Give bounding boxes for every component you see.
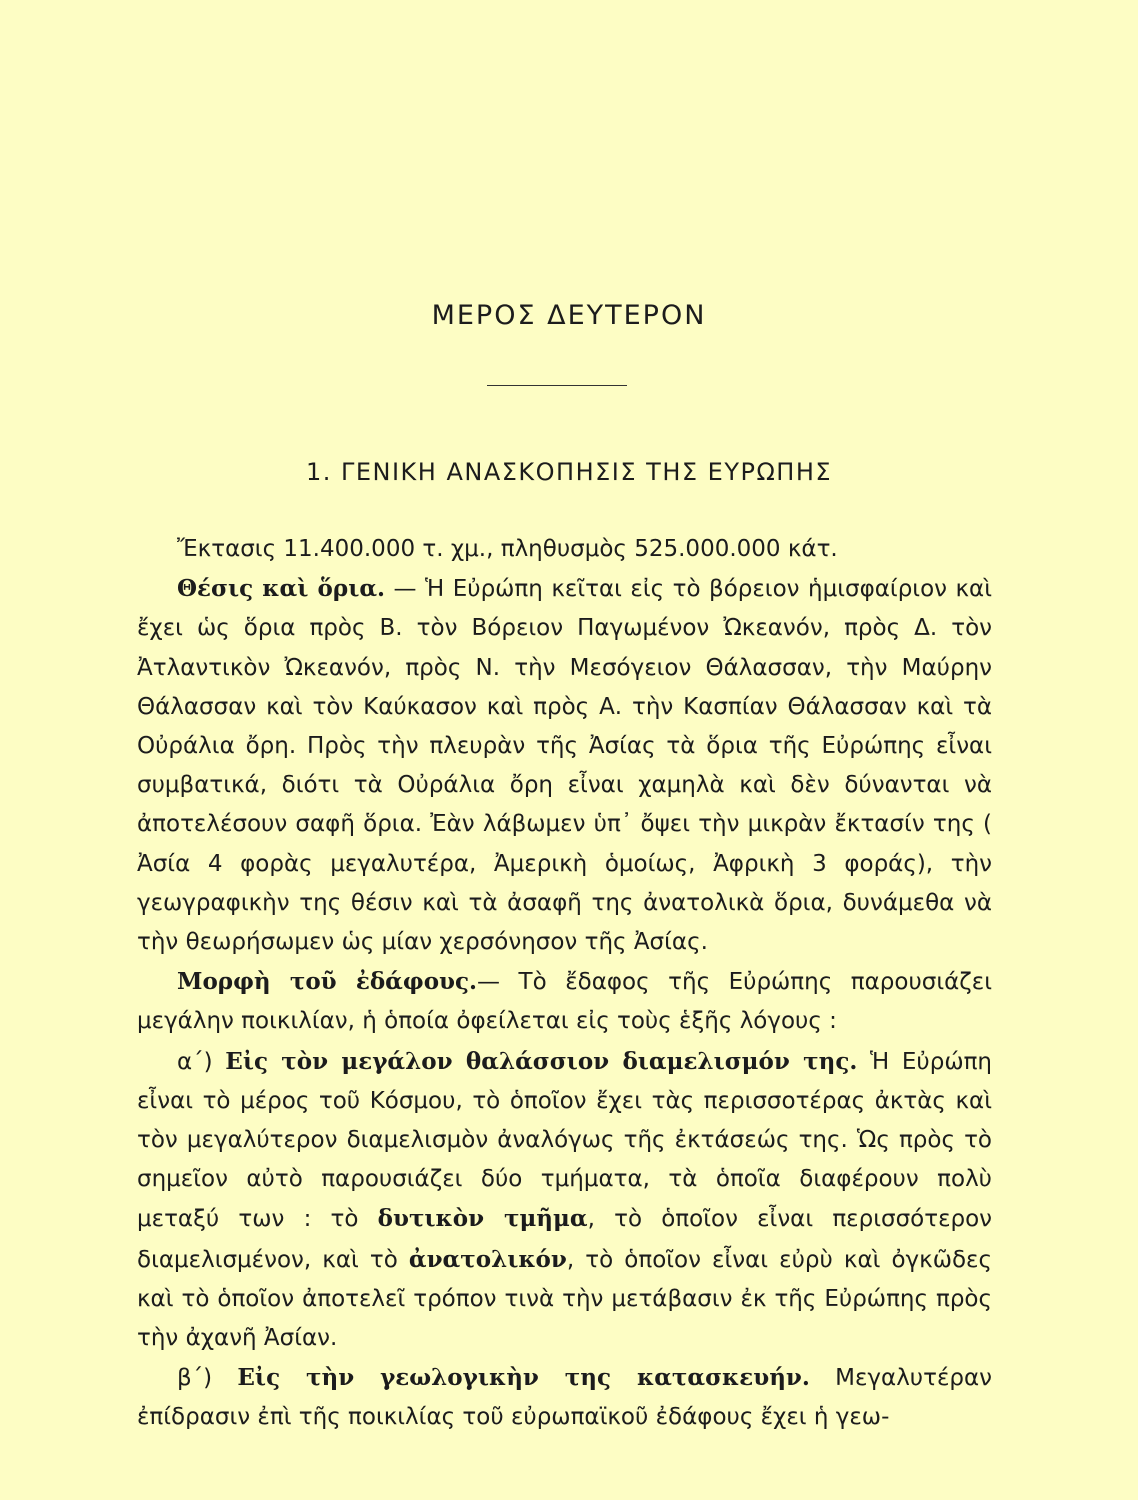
heading-position: Θέσις καὶ ὅρια. bbox=[177, 575, 386, 603]
heading-terrain: Μορφὴ τοῦ ἐδάφους. bbox=[177, 968, 478, 996]
text-point-b: Μεγαλυτέραν ἐπίδρασιν ἐπὶ τῆς ποικιλίας τοῦ εὐρωπαϊκοῦ ἐδάφους ἔχει ἡ γεω- bbox=[137, 1365, 993, 1431]
marker-b: β΄) bbox=[177, 1365, 238, 1392]
text-point-a-2: , τὸ ὁποῖον εἶναι περισσότερον διαμελισμένον, καὶ τὸ bbox=[137, 1206, 993, 1273]
paragraph-terrain bbox=[137, 962, 992, 1041]
paragraph-point-b bbox=[137, 1358, 992, 1437]
stats-line: Ἔκτασις 11.400.000 τ. χμ., πληθυσμὸς 525.000.000 κάτ. bbox=[177, 536, 838, 562]
heading-point-a: Εἰς τὸν μεγάλον θαλάσσιον διαμελισμόν της. bbox=[225, 1047, 858, 1075]
body-text bbox=[137, 530, 992, 1438]
bold-western-part: δυτικὸν τμῆμα bbox=[377, 1205, 588, 1233]
paragraph-position bbox=[137, 569, 992, 962]
chapter-title: 1. ΓΕΝΙΚΗ ΑΝΑΣΚΟΠΗΣΙΣ ΤΗΣ ΕΥΡΩΠΗΣ bbox=[305, 458, 833, 486]
bold-eastern-part: ἀνατολικόν bbox=[408, 1245, 567, 1273]
title-divider bbox=[487, 385, 627, 386]
heading-point-b: Εἰς τὴν γεωλογικὴν της κατασκευήν. bbox=[237, 1364, 810, 1392]
text-point-a-3: , τὸ ὁποῖον εἶναι εὐρὺ καὶ ὀγκῶδες καὶ τὸ ὁποῖον ἀποτελεῖ τρόπον τινὰ τὴν μετάβασιν ἐκ τῆς Εὐρώπης πρὸς τὴν ἀχανῆ Ἀσίαν. bbox=[137, 1246, 992, 1352]
text-terrain: — Τὸ ἔδαφος τῆς Εὐρώπης παρουσιάζει μεγάλην ποικιλίαν, ἡ ὁποία ὀφείλεται εἰς τοὺς ἑξῆς λόγους : bbox=[137, 969, 992, 1035]
text-point-a-1: Ἡ Εὐρώπη εἶναι τὸ μέρος τοῦ Κόσμου, τὸ ὁποῖον ἔχει τὰς περισσοτέρας ἀκτὰς καὶ τὸν μεγαλύτερον διαμελισμὸν ἀναλόγως τῆς ἐκτάσεώς της. Ὡς πρὸς τὸ σημεῖον αὐτὸ παρουσιάζει δύο τμήματα, τὰ ὁποῖα διαφέρουν πολὺ μεταξύ των : τὸ bbox=[137, 1048, 993, 1233]
text-position: — Ἡ Εὐρώπη κεῖται εἰς τὸ βόρειον ἡμισφαίριον καὶ ἔχει ὡς ὅρια πρὸς Β. τὸν Βόρειον Παγωμένον Ὠκεανόν, πρὸς Δ. τὸν Ἀτλαντικὸν Ὠκεανόν, πρὸς Ν. τὴν Μεσόγειον Θάλασσαν, τὴν Μαύρην Θάλασσαν καὶ τὸν Καύκασον καὶ πρὸς Α. τὴν Κασπίαν Θάλασσαν καὶ τὰ Οὐράλια ὄρη. Πρὸς τὴν πλευρὰν τῆς Ἀσίας τὰ ὅρια τῆς Εὐρώπης εἶναι συμβατικά, διότι τὰ Οὐράλια ὄρη εἶναι χαμηλὰ καὶ δὲν δύνανται νὰ ἀποτελέσουν σαφῆ ὅρια. Ἐὰν λάβωμεν ὑπ᾿ ὄψει τὴν μικρὰν ἔκτασίν της ( Ἀσία 4 φορὰς μεγαλυτέρα, Ἀμερικὴ ὁμοίως, Ἀφρικὴ 3 φοράς), τὴν γεωγραφικὴν της θέσιν καὶ τὰ ἀσαφῆ της ἀνατολικὰ ὅρια, δυνάμεθα νὰ τὴν θεωρήσωμεν ὡς μίαν χερσόνησον τῆς Ἀσίας. bbox=[137, 576, 992, 956]
paragraph-point-a bbox=[137, 1042, 992, 1359]
marker-a: α΄) bbox=[177, 1048, 226, 1075]
part-title: ΜΕΡΟΣ ΔΕΥΤΕΡΟΝ bbox=[431, 300, 707, 331]
